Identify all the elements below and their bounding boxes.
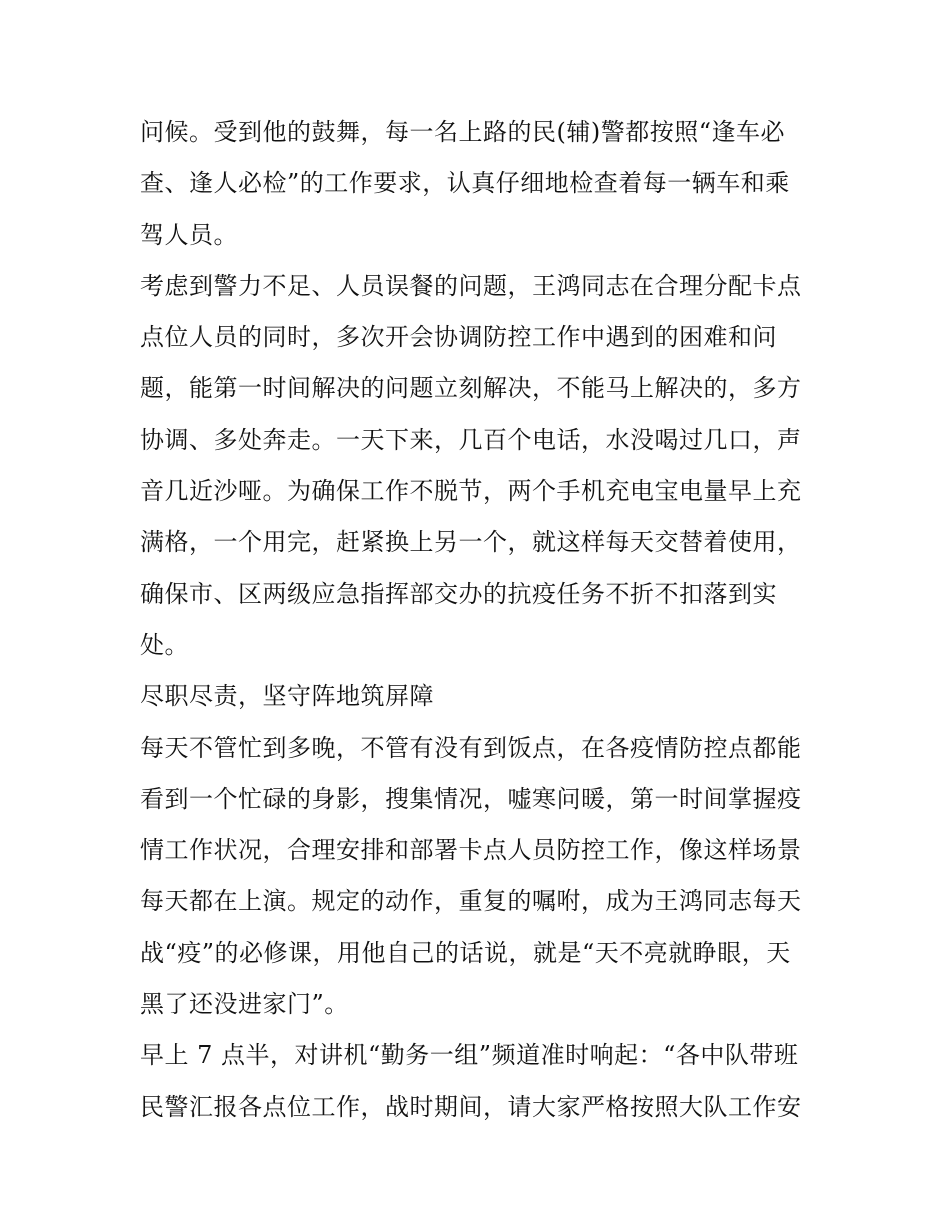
text-line: 点位人员的同时，多次开会协调防控工作中遇到的困难和问: [140, 323, 777, 352]
text-line: 民警汇报各点位工作，战时期间，请大家严格按照大队工作安: [140, 1092, 802, 1121]
text-line: 每天不管忙到多晚，不管有没有到饭点，在各疫情防控点都能: [140, 733, 802, 762]
text-line: 战“疫”的必修课，用他自己的话说，就是“天不亮就睁眼，天: [140, 938, 791, 967]
text-line: 问候。受到他的鼓舞，每一名上路的民(辅)警都按照“逢车必: [140, 118, 785, 146]
text-line: 协调、多处奔走。一天下来，几百个电话，水没喝过几口，声: [140, 425, 802, 454]
text-line: 驾人员。: [140, 220, 238, 249]
section-heading: 尽职尽责，坚守阵地筑屏障: [140, 682, 434, 711]
text-line: 满格，一个用完，赶紧换上另一个，就这样每天交替着使用，: [140, 528, 802, 557]
text-line: 每天都在上演。规定的动作，重复的嘱咐，成为王鸿同志每天: [140, 887, 802, 916]
text-line: 早上 7 点半，对讲机“勤务一组”频道准时响起：“各中队带班: [140, 1041, 799, 1070]
text-line: 查、逢人必检”的工作要求，认真仔细地检查着每一辆车和乘: [140, 169, 790, 198]
text-line: 确保市、区两级应急指挥部交办的抗疫任务不折不扣落到实: [140, 579, 777, 608]
document-body: [140, 107, 820, 1133]
text-line: 情工作状况，合理安排和部署卡点人员防控工作，像这样场景: [140, 836, 802, 865]
text-line: 音几近沙哑。为确保工作不脱节，两个手机充电宝电量早上充: [140, 477, 802, 506]
text-line: 题，能第一时间解决的问题立刻解决，不能马上解决的，多方: [140, 374, 802, 403]
text-line: 看到一个忙碌的身影，搜集情况，嘘寒问暖，第一时间掌握疫: [140, 784, 802, 813]
text-line: 黑了还没进家门”。: [140, 990, 349, 1019]
text-line: 考虑到警力不足、人员误餐的问题，王鸿同志在合理分配卡点: [140, 271, 802, 300]
text-line: 处。: [140, 630, 189, 659]
